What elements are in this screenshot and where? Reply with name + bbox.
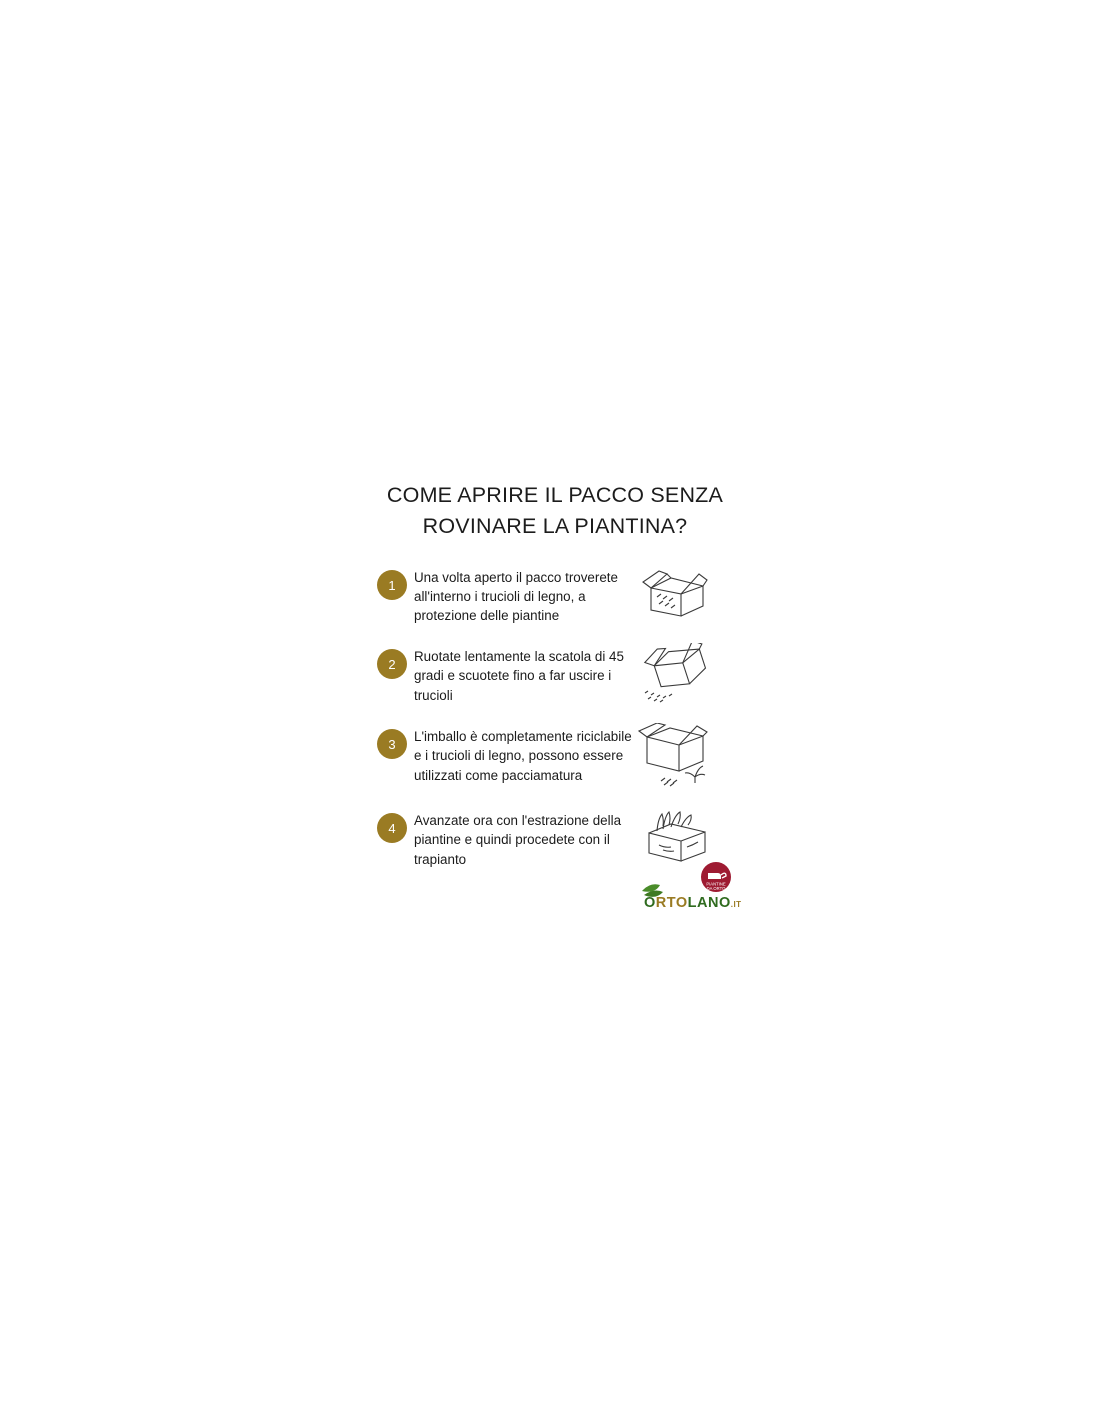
list-item (370, 723, 750, 789)
page-title (370, 480, 750, 542)
tilted-box-icon (636, 643, 714, 705)
step-badge-wrap (370, 643, 414, 679)
step-description: Una volta aperto il pacco troverete all'interno i trucioli di legno, a protezione delle piantine (414, 570, 618, 624)
packaging-instructions-infographic (370, 480, 750, 911)
title-line-2: ROVINARE LA PIANTINA? (422, 514, 688, 539)
ortolano-logo (640, 861, 744, 911)
step-description: Ruotate lentamente la scatola di 45 gradi e scuotete fino a far uscire i trucioli (414, 649, 624, 703)
step-number-badge: 2 (377, 649, 407, 679)
hands-box-icon (636, 807, 714, 867)
step-description: Avanzate ora con l'estrazione della piantine e quindi procedete con il trapianto (414, 813, 622, 867)
steps-list (370, 564, 750, 868)
list-item (370, 564, 750, 625)
svg-text:PIANTINE: PIANTINE (706, 881, 726, 887)
step-number-badge: 4 (377, 813, 407, 843)
step-description: L'imballo è completamente riciclabile e i trucioli di legno, possono essere utilizzati come pacciamatura (414, 729, 632, 783)
step-badge-wrap (370, 564, 414, 600)
list-item (370, 643, 750, 705)
title-line-1: COME APRIRE IL PACCO SENZA (386, 483, 724, 507)
svg-text:DA ORTO: DA ORTO (706, 885, 726, 891)
piantine-da-orto-badge (701, 862, 731, 892)
list-item (370, 807, 750, 868)
step-badge-wrap (370, 807, 414, 843)
step-badge-wrap (370, 723, 414, 759)
step-number-badge: 3 (377, 729, 407, 759)
step-number-badge: 1 (377, 570, 407, 600)
empty-box-icon (636, 723, 714, 789)
open-box-icon (636, 564, 714, 622)
svg-text:ORTOLANO.IT: ORTOLANO.IT (644, 894, 742, 911)
